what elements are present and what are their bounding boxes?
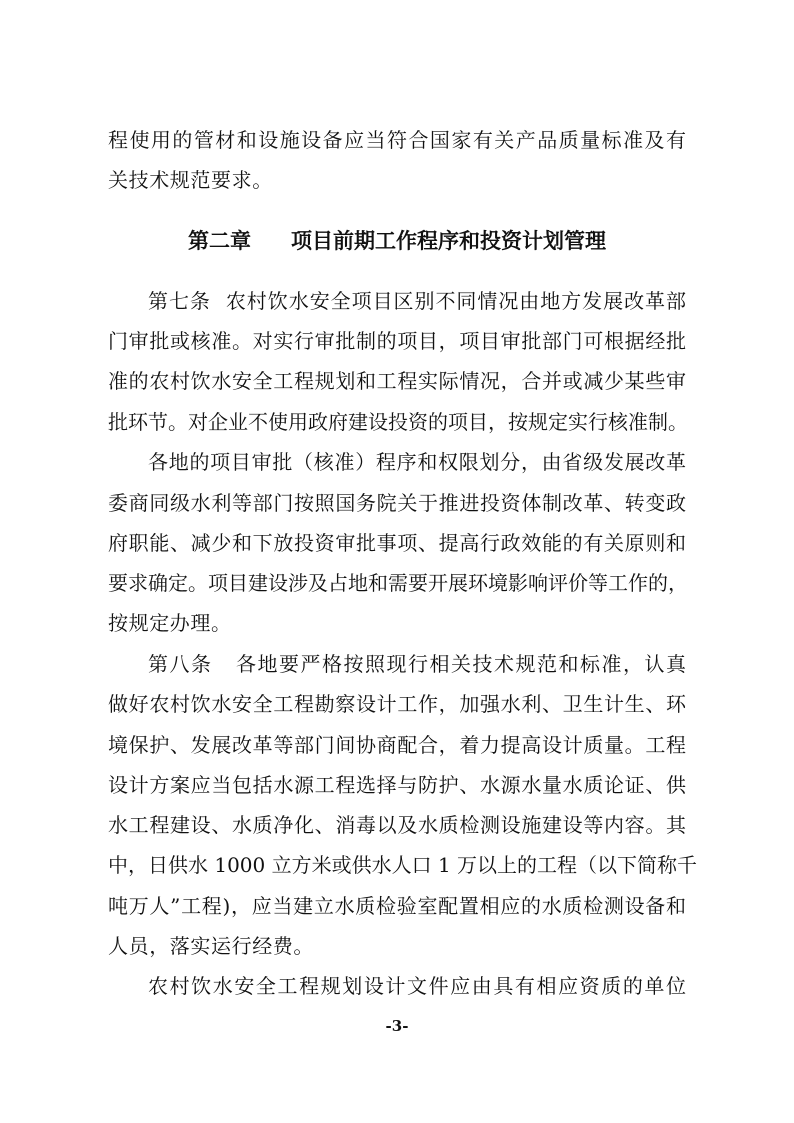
article-label: 第八条 xyxy=(148,652,213,676)
text-line: 准的农村饮水安全工程规划和工程实际情况，合并或减少某些审 xyxy=(108,369,686,393)
text-line: 程使用的管材和设施设备应当符合国家有关产品质量标准及有 xyxy=(108,128,686,152)
text-line: 吨万人”工程)，应当建立水质检验室配置相应的水质检测设备和 xyxy=(108,894,686,918)
text-line: 各地的项目审批（核准）程序和权限划分，由省级发展改革 xyxy=(148,450,686,474)
text-line: 设计方案应当包括水源工程选择与防护、水源水量水质论证、供 xyxy=(108,773,686,797)
text-line: 按规定办理。 xyxy=(108,611,232,635)
article-8-first-line xyxy=(148,650,686,678)
text-line: 要求确定。项目建设涉及占地和需要开展环境影响评价等工作的， xyxy=(108,571,688,595)
text-line: 府职能、减少和下放投资审批事项、提高行政效能的有关原则和 xyxy=(108,531,686,555)
article-text: 农村饮水安全项目区别不同情况由地方发展改革部 xyxy=(224,289,687,313)
text-line: 做好农村饮水安全工程勘察设计工作，加强水利、卫生计生、环 xyxy=(108,692,686,716)
text-line: 境保护、发展改革等部门间协商配合，着力提高设计质量。工程 xyxy=(108,733,686,757)
text-line: 委商同级水利等部门按照国务院关于推进投资体制改革、转变政 xyxy=(108,491,686,515)
article-text: 各地要严格按照现行相关技术规范和标准，认真 xyxy=(234,652,686,676)
text-line: 关技术规范要求。 xyxy=(108,168,273,192)
chapter-heading xyxy=(0,226,794,256)
text-line: 门审批或核准。对实行审批制的项目，项目审批部门可根据经批 xyxy=(108,329,686,353)
page-number: -3- xyxy=(385,1017,409,1035)
text-line: 水工程建设、水质净化、消毒以及水质检测设施建设等内容。其 xyxy=(108,813,686,837)
article-label: 第七条 xyxy=(148,289,211,313)
text-line: 中，日供水 1000 立方米或供水人口 1 万以上的工程（以下简称千 xyxy=(108,853,698,877)
text-line: 批环节。对企业不使用政府建设投资的项目，按规定实行核准制。 xyxy=(108,410,688,434)
chapter-title: 项目前期工作程序和投资计划管理 xyxy=(291,229,606,253)
text-line: 人员，落实运行经费。 xyxy=(108,934,314,958)
chapter-number: 第二章 xyxy=(188,229,251,253)
article-7-first-line xyxy=(148,287,686,315)
text-line: 农村饮水安全工程规划设计文件应由具有相应资质的单位 xyxy=(148,974,686,998)
